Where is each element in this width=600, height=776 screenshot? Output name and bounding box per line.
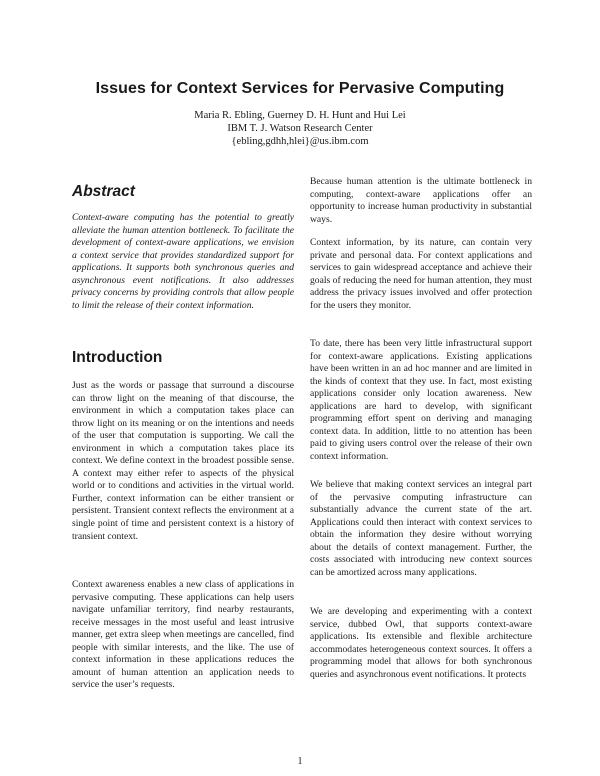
abstract-text: Context-aware computing has the potential to greatly alleviate the human attention bottleneck. To facilitate the development of context-aware applications, we envision a context service that provides standardized support for applications. It supports both synchronous queries and asynchronous event notifications. It also addresses privacy concerns by providing controls that allow people to limit the release of their context information. xyxy=(72,212,294,311)
body-paragraph-4: We believe that making context services an integral part of the pervasive computing infrastructure can substantially advance the current state of the art. Applications could then interact with context services to obtain the information they desire without worrying about the details of context management. Further, the costs associated with introducing new context sources can be amortized across many applications. xyxy=(310,479,532,578)
body-paragraph-1: Because human attention is the ultimate bottleneck in computing, context-aware applications offer an opportunity to increase human productivity in substantial ways. xyxy=(310,176,532,225)
author-block xyxy=(0,109,600,148)
author-affiliation: IBM T. J. Watson Research Center xyxy=(227,123,373,134)
introduction-heading: Introduction xyxy=(72,349,163,366)
author-names: Maria R. Ebling, Guerney D. H. Hunt and Hui Lei xyxy=(194,110,406,121)
introduction-paragraph-1: Just as the words or passage that surround a discourse can throw light on the meaning of that discourse, the environment in which a computation takes place can throw light on its meaning or on the intentions and needs of the user that computation is supporting. We call the environment in which a computation takes place its context. We define context in the broadest possible sense. A context may either refer to aspects of the physical world or to conditions and activities in the virtual world. Further, context information can be either transient or persistent. Transient context reflects the environment at a single point of time and persistent context is a history of transient context. xyxy=(72,380,294,542)
abstract-heading: Abstract xyxy=(72,183,135,200)
page-number: 1 xyxy=(297,756,303,767)
body-paragraph-3: To date, there has been very little infrastructural support for context-aware applications. Existing applications have been written in an ad hoc manner and are limited in the kinds of context that they use. In fact, most existing applications consider only location awareness. New applications are hard to develop, with significant programming effort spent on deriving and managing context data. In addition, little to no attention has been paid to giving users control over the release of their own context information. xyxy=(310,338,532,462)
body-paragraph-5: We are developing and experimenting with a context service, dubbed Owl, that supports context-aware applications. Its extensible and flexible architecture accommodates heterogeneous context sources. It offers a programming model that allows for both synchronous queries and asynchronous event notifications. It protects xyxy=(310,606,532,680)
body-paragraph-2: Context information, by its nature, can contain very private and personal data. For context applications and services to gain widespread acceptance and achieve their goals of reducing the need for human attention, they must address the privacy issues involved and offer protection for the users they monitor. xyxy=(310,237,532,311)
author-email: {ebling,gdhh,hlei}@us.ibm.com xyxy=(231,136,369,147)
introduction-paragraph-2: Context awareness enables a new class of applications in pervasive computing. These applications can help users navigate unfamiliar territory, find nearby restaurants, receive messages in the most useful and least intrusive manner, get extra sleep when meetings are cancelled, find people with similar interests, and the like. The use of context information in these applications reduces the amount of human attention an application needs to service the user’s requests. xyxy=(72,579,294,691)
paper-title: Issues for Context Services for Pervasive Computing xyxy=(95,80,505,97)
